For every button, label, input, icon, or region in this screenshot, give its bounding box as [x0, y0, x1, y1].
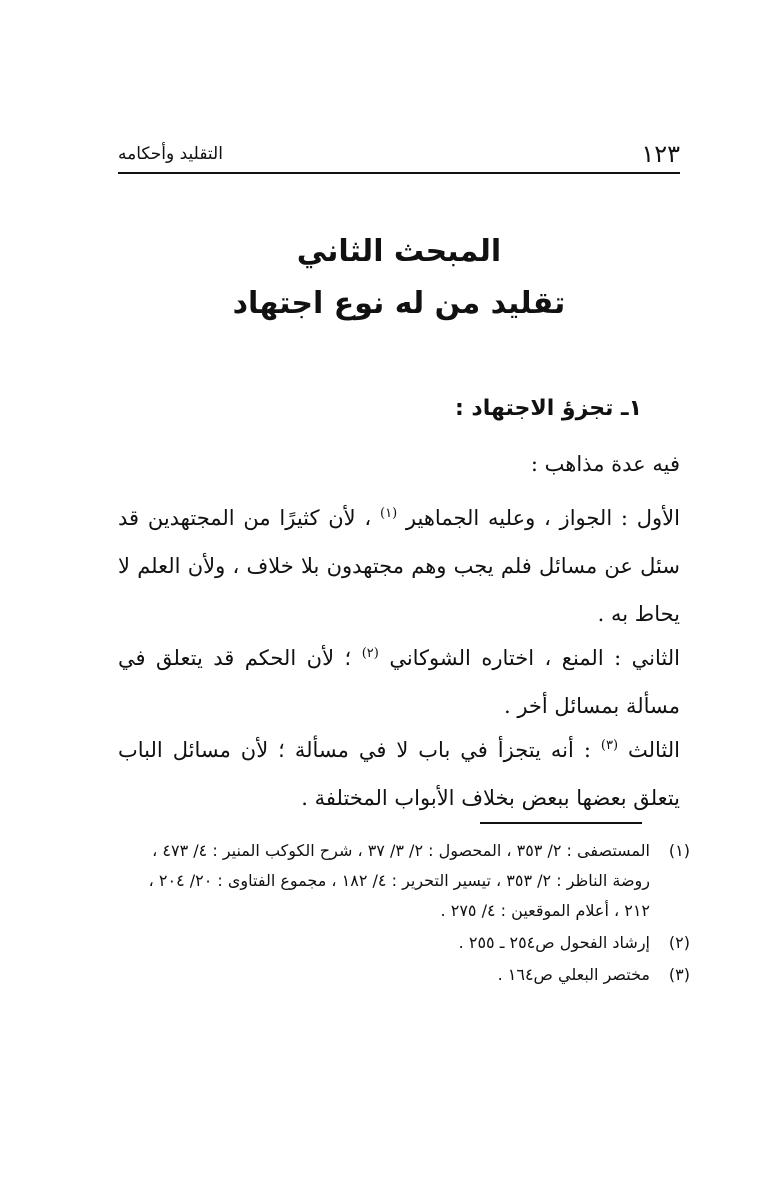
page-header [118, 138, 680, 174]
footnote-item [118, 836, 690, 926]
paragraph-text: الثالث [628, 738, 681, 762]
paragraph-text: ؛ لأن الحكم قد يتعلق في مسألة بمسائل أخر . [118, 646, 680, 718]
paragraph-text: ، لأن كثيرًا من المجتهدين قد سئل عن مسائل فلم يجب وهم مجتهدون بلا خلاف ، ولأن العلم لا يحاط به . [118, 506, 680, 626]
section-title: ١ـ تجزؤ الاجتهاد : [454, 396, 642, 421]
footnote-text: مختصر البعلي ص١٦٤ . [497, 965, 650, 984]
footnote-mark: (١) [668, 841, 690, 860]
paragraph-first-opinion [118, 490, 680, 638]
footnote-reference: (١) [380, 506, 398, 521]
chapter-subheading: تقليد من له نوع اجتهاد [232, 286, 566, 321]
footnote-text: إرشاد الفحول ص٢٥٤ ـ ٢٥٥ . [458, 933, 650, 952]
paragraph-third-opinion [118, 722, 680, 822]
paragraph-text: : أنه يتجزأ في باب لا في مسألة ؛ لأن مسائل الباب يتعلق بعضها ببعض بخلاف الأبواب المختلفة . [118, 738, 680, 810]
footnote-reference: (٢) [361, 646, 379, 661]
chapter-heading: المبحث الثاني [296, 234, 502, 269]
running-title: التقليد وأحكامه [118, 144, 223, 164]
footnote-divider [480, 822, 642, 824]
page-number: ١٢٣ [641, 140, 680, 168]
footnotes [118, 836, 690, 992]
paragraph-text: الأول : الجواز ، وعليه الجماهير [405, 506, 680, 530]
paragraph-second-opinion [118, 630, 680, 730]
footnote-mark: (٣) [668, 965, 690, 984]
footnote-text: المستصفى : ٢/ ٣٥٣ ، المحصول : ٢/ ٣/ ٣٧ ، شرح الكوكب المنير : ٤/ ٤٧٣ ، روضة الناظر : ٢/ ٣٥٣ ، تيسير التحرير : ٤/ ١٨٢ ، مجموع الفتاوى : ٢٠/ ٢٠٤ ، ٢١٢ ، أعلام الموقعين : ٤/ ٢٧٥ . [148, 841, 650, 920]
footnote-mark: (٢) [668, 933, 690, 952]
paragraph-intro: فيه عدة مذاهب : [530, 452, 680, 476]
footnote-item [118, 960, 690, 990]
footnote-reference: (٣) [600, 738, 619, 753]
paragraph-text: الثاني : المنع ، اختاره الشوكاني [389, 646, 680, 670]
footnote-item [118, 928, 690, 958]
